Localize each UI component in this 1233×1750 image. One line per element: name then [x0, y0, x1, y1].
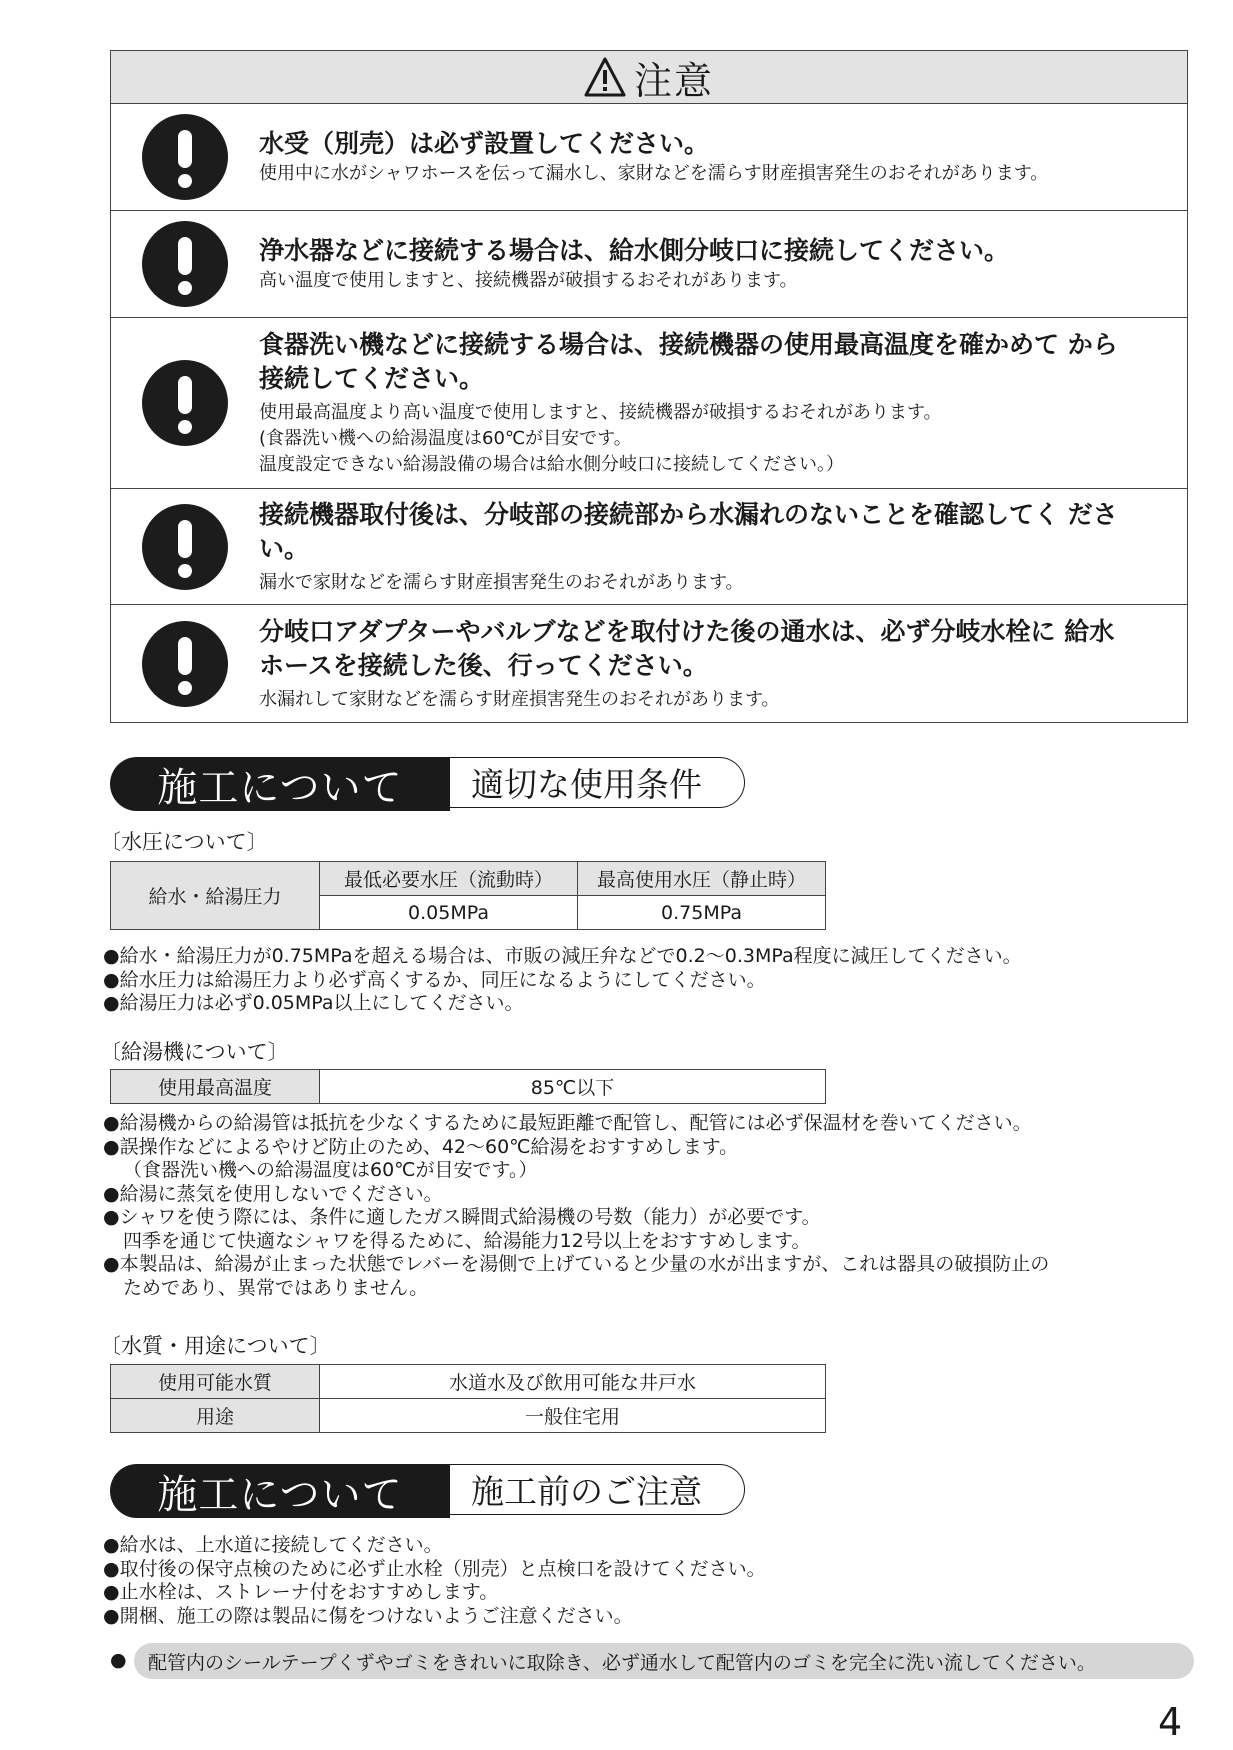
list-item: ●取付後の保守点検のために必ず止水栓（別売）と点検口を設けてください。	[103, 1557, 766, 1580]
subhead-water-heater: 〔給湯機について〕	[100, 1040, 289, 1064]
list-item: ●給水・給湯圧力が0.75MPaを超える場合は、市販の減圧弁などで0.2～0.3MPa程度に減圧してください。	[103, 945, 1022, 967]
section-title: 適切な使用条件	[445, 757, 745, 808]
mandatory-icon	[142, 221, 228, 307]
precaution-notes	[103, 1534, 766, 1628]
heater-notes	[103, 1112, 1049, 1300]
highlight-text: 配管内のシールテープくずやゴミをきれいに取除き、必ず通水して配管内のゴミを完全に洗い流してください。	[134, 1643, 1194, 1679]
table-cell: 一般住宅用	[320, 1399, 826, 1433]
caution-item	[111, 489, 1187, 605]
table-header: 最高使用水圧（静止時）	[578, 862, 826, 896]
caution-item-body: 使用最高温度より高い温度で使用しますと、接続機器が破損するおそれがあります。	[259, 402, 942, 423]
section-label: 施工について	[110, 757, 450, 811]
list-item: ●本製品は、給湯が止まった状態でレバーを湯側で上げていると少量の水が出ますが、これは器具の破損防止の	[103, 1253, 1050, 1275]
bullet: ●	[110, 1649, 127, 1671]
caution-title: 注意	[633, 58, 714, 103]
water-pressure-table	[110, 861, 826, 930]
list-item: （食器洗い機への給湯温度は60℃が目安です。）	[123, 1159, 538, 1181]
list-item: ●開梱、施工の際は製品に傷をつけないようご注意ください。	[103, 1604, 633, 1627]
caution-item-body: 使用中に水がシャワホースを伝って漏水し、家財などを濡らす財産損害発生のおそれがあります。	[259, 163, 1049, 184]
caution-item-heading: 分岐口アダプターやバルブなどを取付けた後の通水は、必ず分岐水栓に 給水ホースを接続した後、行ってください。	[259, 616, 1115, 680]
list-item: ●給湯機からの給湯管は抵抗を少なくするために最短距離で配管し、配管には必ず保温材を巻いてください。	[103, 1112, 1032, 1134]
caution-item	[111, 211, 1187, 318]
section-label: 施工について	[110, 1464, 450, 1518]
list-item: 四季を通じて快適なシャワを得るために、給湯能力12号以上をおすすめします。	[123, 1229, 811, 1252]
table-cell: 水道水及び飲用可能な井戸水	[320, 1365, 826, 1399]
mandatory-icon	[142, 360, 228, 446]
mandatory-icon	[142, 621, 228, 707]
warning-triangle-icon	[584, 57, 626, 97]
caution-item	[111, 104, 1187, 211]
list-item: ●給水は、上水道に接続してください。	[103, 1534, 443, 1556]
section-header-precautions	[110, 1464, 750, 1518]
caution-item	[111, 605, 1187, 722]
caution-item-heading: 水受（別売）は必ず設置してください。	[259, 129, 710, 158]
caution-item-body: 高い温度で使用しますと、接続機器が破損するおそれがあります。	[259, 270, 798, 291]
caution-item-heading: 浄水器などに接続する場合は、給水側分岐口に接続してください。	[259, 236, 1010, 265]
page-number: 4	[1158, 1700, 1183, 1744]
caution-item-body: 水漏れして家財などを濡らす財産損害発生のおそれがあります。	[259, 688, 780, 710]
section-header-conditions	[110, 757, 750, 811]
highlight-note	[110, 1643, 1195, 1679]
list-item: ●給湯圧力は必ず0.05MPa以上にしてください。	[103, 992, 524, 1014]
table-cell: 0.05MPa	[320, 896, 578, 930]
pressure-notes	[103, 945, 1022, 1016]
table-row-label: 給水・給湯圧力	[111, 862, 320, 930]
caution-item-heading: 接続機器取付後は、分岐部の接続部から水漏れのないことを確認してく ださい。	[259, 499, 1118, 563]
list-item: ●誤操作などによるやけど防止のため、42～60℃給湯をおすすめします。	[103, 1135, 739, 1158]
caution-item-body: 漏水で家財などを濡らす財産損害発生のおそれがあります。	[259, 571, 744, 593]
section-title: 施工前のご注意	[445, 1464, 745, 1515]
list-item: ためであり、異常ではありません。	[123, 1276, 429, 1299]
caution-item-body: 温度設定できない給湯設備の場合は給水側分岐口に接続してください。）	[259, 454, 844, 475]
subhead-water-pressure: 〔水圧について〕	[100, 830, 268, 854]
caution-item-body: (食器洗い機への給湯温度は60℃が目安です。	[259, 428, 632, 449]
table-cell: 85℃以下	[320, 1070, 826, 1104]
table-row-label: 使用最高温度	[111, 1070, 320, 1104]
caution-header	[111, 51, 1187, 104]
caution-item	[111, 318, 1187, 489]
mandatory-icon	[142, 114, 228, 200]
mandatory-icon	[142, 504, 228, 590]
water-heater-table	[110, 1069, 826, 1104]
subhead-water-quality: 〔水質・用途について〕	[100, 1334, 331, 1358]
table-header: 最低必要水圧（流動時）	[320, 862, 578, 896]
table-cell: 0.75MPa	[578, 896, 826, 930]
list-item: ●給水圧力は給湯圧力より必ず高くするか、同圧になるようにしてください。	[103, 968, 766, 991]
list-item: ●止水栓は、ストレーナ付をおすすめします。	[103, 1581, 499, 1603]
list-item: ●給湯に蒸気を使用しないでください。	[103, 1182, 443, 1205]
table-row-label: 用途	[111, 1399, 320, 1433]
list-item: ●シャワを使う際には、条件に適したガス瞬間式給湯機の号数（能力）が必要です。	[103, 1206, 821, 1228]
caution-box	[110, 50, 1188, 723]
caution-item-heading: 食器洗い機などに接続する場合は、接続機器の使用最高温度を確かめて から接続してください。	[259, 330, 1118, 393]
table-row-label: 使用可能水質	[111, 1365, 320, 1399]
water-quality-table	[110, 1364, 826, 1433]
